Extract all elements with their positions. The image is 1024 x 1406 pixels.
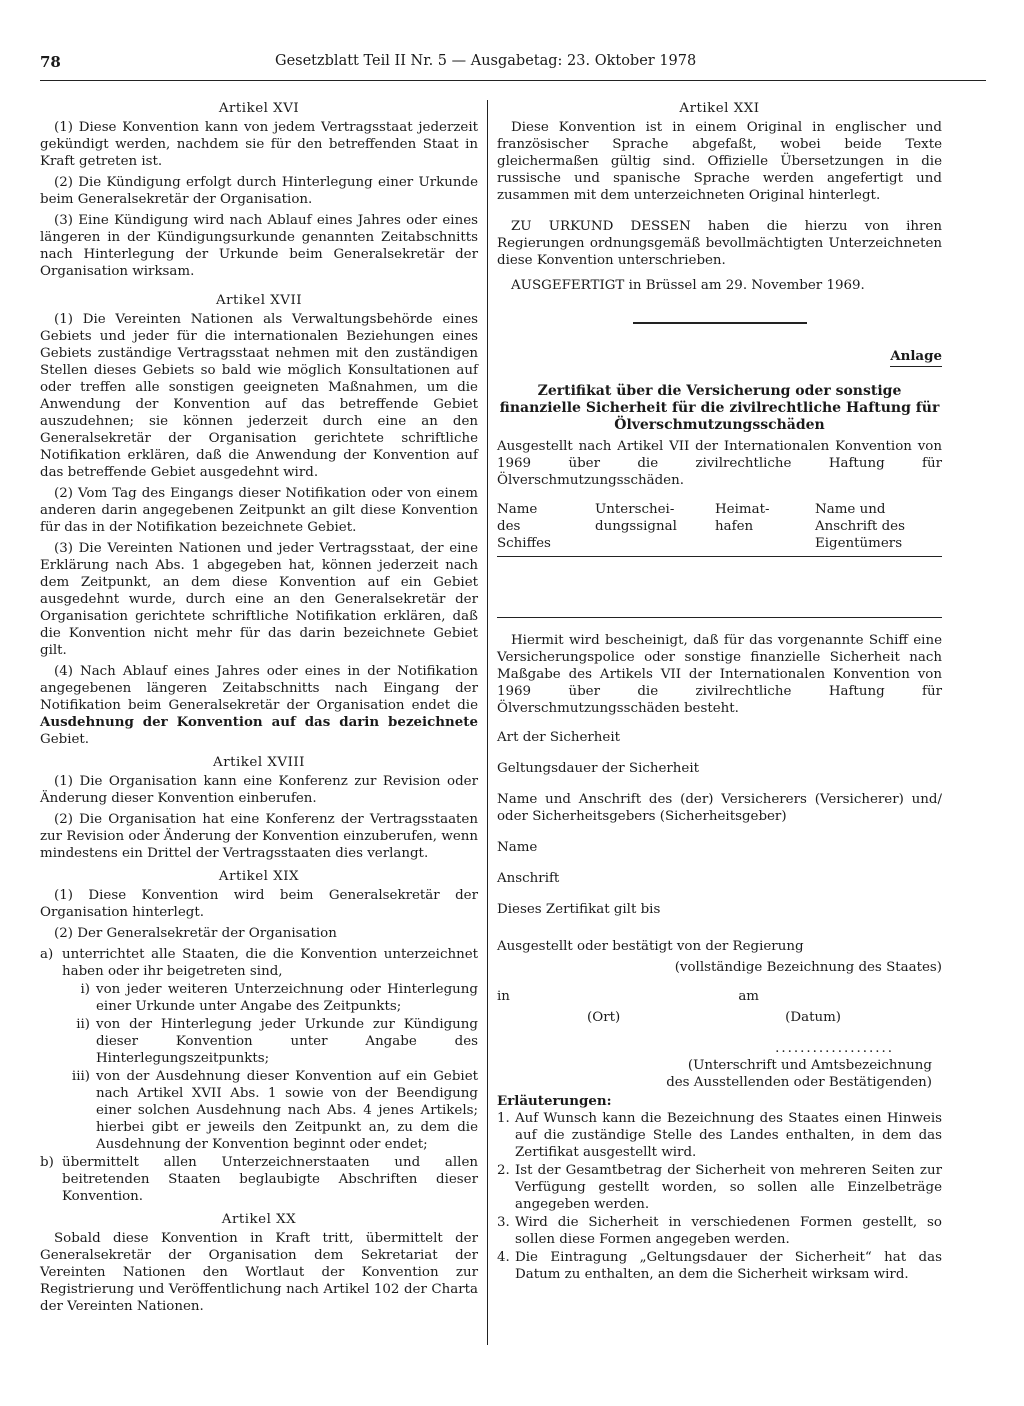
field-name: Name: [497, 840, 538, 855]
field-security-duration: Geltungsdauer der Sicherheit: [497, 761, 700, 776]
article-heading: Artikel XXI: [679, 101, 760, 116]
list-text: Wird die Sicherheit in verschiedenen Formen gestellt, so sollen diese Formen angegeben werden.: [515, 1215, 942, 1247]
ship-details-entry-line: [497, 617, 942, 618]
field-valid-until: Dieses Zertifikat gilt bis: [497, 902, 661, 917]
list-text: Ist der Gesamtbetrag der Sicherheit von mehreren Seiten zur Verfügung gestellt worden, so sollen alle Einzelbeträge angegeben werden.: [515, 1163, 942, 1212]
list-item: [497, 1162, 942, 1213]
certificate-title: Zertifikat über die Versicherung oder sonstige finanzielle Sicherheit für die zivilrechtliche Haftung für Ölverschmutzungsschäden: [499, 383, 940, 433]
list-item: [497, 1214, 942, 1248]
article-heading: Artikel XVI: [218, 101, 300, 116]
caption-date: (Datum): [785, 1010, 841, 1025]
page-number: 78: [40, 53, 61, 71]
right-column: [497, 94, 942, 1284]
list-text: unterrichtet alle Staaten, die die Konvention unterzeichnet haben oder ihr beigetreten sind,: [62, 947, 478, 979]
list-text: von der Ausdehnung dieser Konvention auf ein Gebiet nach Artikel XVII Abs. 1 sowie von der Beendigung einer solchen Ausdehnung nach Abs. 4 jenes Artikels; hierbei gibt er jeweils den Zeitpunkt an, zu dem die Ausdehnung der Konvention beginnt oder endet;: [96, 1069, 478, 1152]
column-header-ship-name: Name des Schiffes: [497, 502, 551, 551]
paragraph: (3) Die Vereinten Nationen und jeder Vertragsstaat, der eine Erklärung nach Abs. 1 abgegeben hat, können jederzeit nach dem Zeitpunkt, an dem diese Konvention auf ein Gebiet ausgedehnt wurde, durch eine an den Generalsekretär der Organisation gerichtete schriftliche Notifikation erklären, daß die Konvention nicht mehr für das darin bezeichnete Gebiet gilt.: [40, 541, 478, 658]
column-header-port: Heimat- hafen: [715, 502, 770, 534]
paragraph: Diese Konvention ist in einem Original in englischer und französischer Sprache abgefaßt, wobei beide Texte gleichermaßen gültig sind. Offizielle Übersetzungen in die russische und spanische Sprache werden angefertigt und zusammen mit dem unterzeichneten Original hinterlegt.: [497, 120, 942, 203]
ship-details-header: [497, 501, 942, 557]
article-xvi: [40, 100, 478, 280]
paragraph: (2) Der Generalsekretär der Organisation: [54, 926, 337, 941]
signature-caption: (Unterschrift und Amtsbezeichnung: [687, 1058, 932, 1073]
article-xviii: [40, 754, 478, 862]
article-heading: Artikel XVIII: [213, 755, 305, 770]
place-date-captions: [497, 1009, 841, 1026]
article-xix: [40, 868, 478, 1205]
article-heading: Artikel XIX: [218, 869, 300, 884]
paragraph-text: Gebiet.: [40, 732, 90, 747]
list-text: Auf Wunsch kann die Bezeichnung des Staates einen Hinweis auf die zuständige Stelle des Landes enthalten, in dem das Zertifikat ausgestellt wird.: [515, 1111, 942, 1160]
signature-caption: des Ausstellenden oder Bestätigenden): [666, 1075, 932, 1090]
list-item: [497, 1249, 942, 1283]
field-state-caption: (vollständige Bezeichnung des Staates): [674, 960, 942, 975]
section-divider: [633, 322, 807, 324]
list-text: von jeder weiteren Unterzeichnung oder Hinterlegung einer Urkunde unter Angabe des Zeitpunkts;: [96, 982, 478, 1014]
list-marker: b): [40, 1155, 54, 1170]
caption-place: (Ort): [587, 1010, 621, 1025]
paragraph: (2) Vom Tag des Eingangs dieser Notifikation oder von einem anderen darin angegebenen Zeitpunkt an gilt diese Konvention für das in der Notifikation bezeichnete Gebiet.: [40, 486, 478, 535]
list-item: [40, 946, 478, 980]
list-marker: i): [80, 982, 90, 997]
article-xxi: [497, 100, 942, 294]
field-address: Anschrift: [497, 871, 560, 886]
paragraph: (1) Diese Konvention kann von jedem Vertragsstaat jederzeit gekündigt werden, nachdem sie für den betreffenden Staat in Kraft getreten ist.: [40, 120, 478, 169]
annex-label-wrap: [497, 348, 942, 367]
label-am: am: [738, 989, 759, 1004]
list-subitem: [58, 1068, 478, 1153]
column-header-signal: Unterschei- dungssignal: [595, 502, 677, 534]
article-heading: Artikel XX: [221, 1212, 297, 1227]
list-marker: ii): [76, 1017, 90, 1032]
list-marker: 3.: [497, 1215, 510, 1230]
list-marker: 1.: [497, 1111, 510, 1126]
list-marker: 4.: [497, 1250, 510, 1265]
header-rule: [40, 80, 986, 81]
column-divider: [487, 100, 488, 1345]
signature-line: ...................: [775, 1041, 894, 1056]
running-header: Gesetzblatt Teil II Nr. 5 — Ausgabetag: 23. Oktober 1978: [275, 53, 697, 69]
list-subitem: [58, 1016, 478, 1067]
field-security-type: Art der Sicherheit: [497, 730, 620, 745]
paragraph: (1) Diese Konvention wird beim Generalsekretär der Organisation hinterlegt.: [40, 888, 478, 920]
paragraph: (2) Die Kündigung erfolgt durch Hinterlegung einer Urkunde beim Generalsekretär der Organisation.: [40, 175, 478, 207]
annex-label: Anlage: [890, 348, 942, 367]
article-heading: Artikel XVII: [215, 293, 303, 308]
left-column: [40, 94, 478, 1319]
bold-phrase: Ausdehnung der Konvention auf das darin bezeichnete: [40, 714, 478, 730]
list-item: [497, 1110, 942, 1161]
list-marker: 2.: [497, 1163, 510, 1178]
article-xvii: [40, 292, 478, 748]
explanations-title: Erläuterungen:: [497, 1093, 612, 1109]
place-date-row: [497, 988, 759, 1005]
paragraph: (3) Eine Kündigung wird nach Ablauf eines Jahres oder eines längeren in der Kündigungsurkunde genannten Zeitabschnitts nach Hinterlegung der Urkunde beim Generalsekretär der Organisation wirksam.: [40, 213, 478, 279]
paragraph: (2) Die Organisation hat eine Konferenz der Vertragsstaaten zur Revision oder Änderung der Konvention einzuberufen, wenn mindestens ein Drittel der Vertragsstaaten dies verlangt.: [40, 812, 478, 861]
paragraph: Sobald diese Konvention in Kraft tritt, übermittelt der Generalsekretär der Organisation dem Sekretariat der Vereinten Nationen den Wortlaut der Konvention zur Registrierung und Veröffentlichung nach Artikel 102 der Charta der Vereinten Nationen.: [40, 1231, 478, 1314]
paragraph: ZU URKUND DESSEN haben die hierzu von ihren Regierungen ordnungsgemäß bevollmächtigten Unterzeichneten diese Konvention unterschrieben.: [497, 219, 942, 268]
list-text: von der Hinterlegung jeder Urkunde zur Kündigung dieser Konvention unter Angabe des Hinterlegungszeitpunkts;: [96, 1017, 478, 1066]
list-item: [40, 1154, 478, 1205]
certificate-form: [497, 383, 942, 1091]
label-in: in: [497, 989, 510, 1004]
certificate-intro: Ausgestellt nach Artikel VII der Internationalen Konvention von 1969 über die zivilrechtliche Haftung für Ölverschmutzungsschäden.: [497, 439, 942, 488]
article-xx: [40, 1211, 478, 1315]
paragraph-text: (4) Nach Ablauf eines Jahres oder eines in der Notifikation angegebenen längeren Zeitabschnitts nach Eingang der Notifikation beim Generalsekretär der Organisation endet die: [40, 664, 478, 713]
certificate-confirmation: Hiermit wird bescheinigt, daß für das vorgenannte Schiff eine Versicherungspolice oder sonstige finanzielle Sicherheit nach Maßgabe des Artikels VII der Internationalen Konvention von 1969 über die zivilrechtliche Haftung für Ölverschmutzungsschäden besteht.: [497, 633, 942, 716]
list-subitem: [58, 981, 478, 1015]
paragraph: (1) Die Vereinten Nationen als Verwaltungsbehörde eines Gebiets und jeder für die internationalen Beziehungen eines Gebiets zuständige Vertragsstaat nehmen mit den zuständigen Stellen dieses Gebiets so bald wie möglich Konsultationen auf oder treffen alle sonstigen geeigneten Maßnahmen, um die Anwendung der Konvention auf das betreffende Gebiet auszudehnen; sie können jederzeit durch eine an den Generalsekretär der Organisation gerichtete schriftliche Notifikation erklären, daß die Anwendung der Konvention auf das betreffende Gebiet ausgedehnt wird.: [40, 312, 478, 480]
field-insurer: Name und Anschrift des (der) Versicherers (Versicherer) und/ oder Sicherheitsgebers (Sicherheitsgeber): [497, 792, 942, 824]
list-text: übermittelt allen Unterzeichnerstaaten und allen beitretenden Staaten beglaubigte Abschriften dieser Konvention.: [62, 1155, 478, 1204]
signing-place-date: AUSGEFERTIGT in Brüssel am 29. November 1969.: [511, 278, 865, 293]
paragraph: (1) Die Organisation kann eine Konferenz zur Revision oder Änderung dieser Konvention einberufen.: [40, 774, 478, 806]
list-marker: a): [40, 947, 54, 962]
list-text: Die Eintragung „Geltungsdauer der Sicherheit“ hat das Datum zu enthalten, an dem die Sicherheit wirksam wird.: [515, 1250, 942, 1282]
explanations: [497, 1093, 942, 1283]
column-header-owner: Name und Anschrift des Eigentümers: [815, 502, 905, 551]
field-issued-by: Ausgestellt oder bestätigt von der Regierung: [497, 939, 804, 954]
list-marker: iii): [71, 1069, 90, 1084]
paragraph: [40, 663, 478, 748]
